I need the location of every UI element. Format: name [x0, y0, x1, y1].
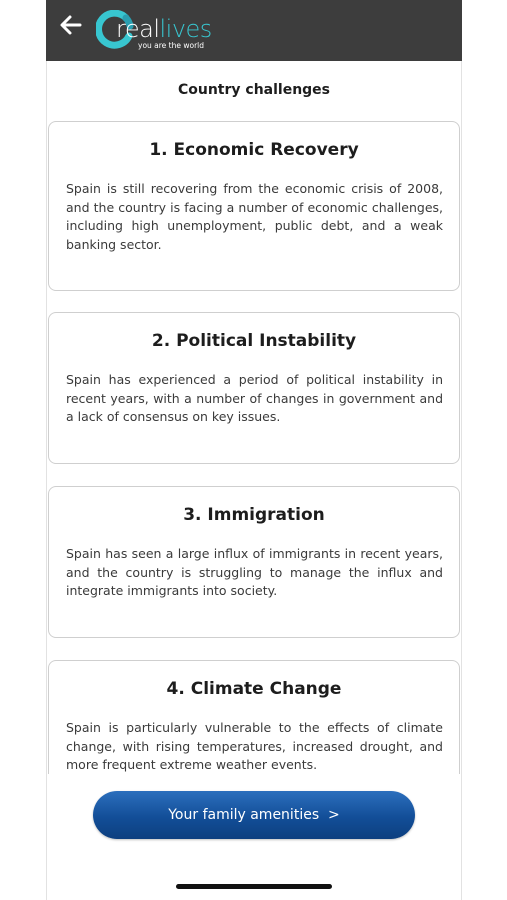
- top-bar: [46, 0, 462, 61]
- arrow-left-icon: [58, 12, 84, 38]
- challenge-card: [48, 486, 460, 638]
- challenge-title: 3. Immigration: [183, 505, 325, 525]
- challenge-card: [48, 121, 460, 291]
- challenge-body: Spain has experienced a period of political instability in recent years, with a number of changes in government and a lack of consensus on key issues.: [66, 372, 443, 424]
- challenges-list[interactable]: [46, 110, 462, 774]
- challenge-title: 4. Climate Change: [166, 679, 342, 699]
- challenge-title: 2. Political Instability: [151, 331, 357, 351]
- back-button[interactable]: [58, 12, 84, 38]
- challenge-body: Spain is still recovering from the economic crisis of 2008, and the country is facing a number of economic challenges, including high unemployment, public debt, and a weak banking sector.: [66, 181, 443, 252]
- challenge-title: 1. Economic Recovery: [149, 140, 359, 160]
- page-title: Country challenges: [177, 82, 331, 98]
- home-indicator[interactable]: [176, 884, 332, 889]
- challenge-card: [48, 660, 460, 774]
- family-amenities-label: Your family amenities >: [168, 807, 340, 823]
- logo-tagline: you are the world: [138, 41, 205, 50]
- challenge-card: [48, 312, 460, 464]
- family-amenities-button[interactable]: [93, 791, 415, 839]
- logo-wordmark: reallives: [116, 15, 212, 43]
- reallives-logo: [96, 10, 226, 54]
- challenge-body: Spain is particularly vulnerable to the effects of climate change, with rising temperatures, increased drought, and more frequent extreme weather events.: [66, 720, 443, 772]
- challenge-body: Spain has seen a large influx of immigrants in recent years, and the country is struggling to manage the influx and integrate immigrants into society.: [66, 546, 443, 598]
